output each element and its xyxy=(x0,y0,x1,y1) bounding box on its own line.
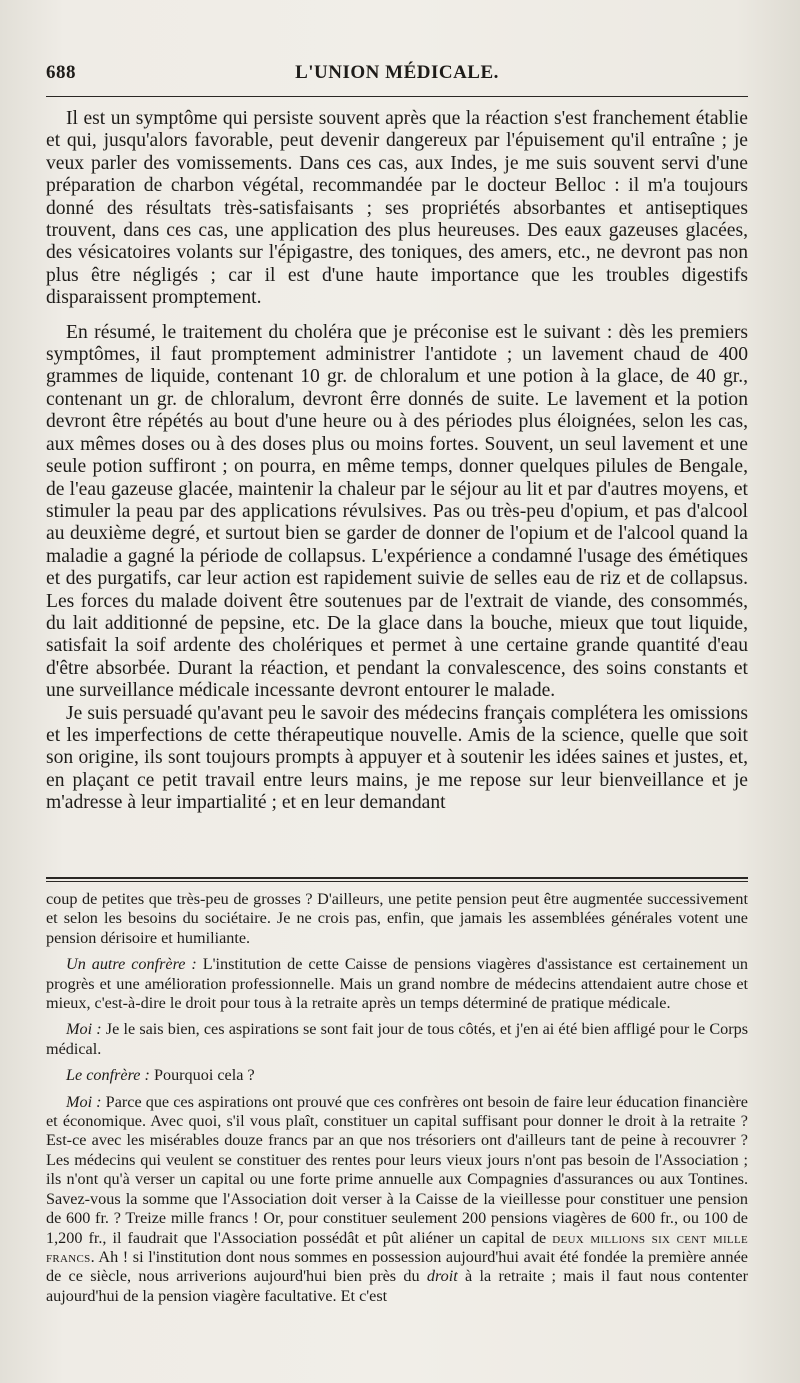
note-paragraph xyxy=(46,1093,748,1306)
footnote-rule xyxy=(46,877,748,879)
speaker-label: Moi : xyxy=(66,1020,102,1039)
main-paragraph-treatment-summary: En résumé, le traitement du choléra que je préconise est le suivant : dès les premiers symptômes, il faut promptement administrer l'antidote ; un lavement chaud de 400 grammes de liquide, contenant 10 gr. de chloralum et une potion à la glace, de 40 gr., contenant un gr. de chloralum, devront êrre donnés de suite. Le lavement et la potion devront être répétés au bout d'une heure ou à des périodes plus éloignées, selon les cas, aux mêmes doses ou à des doses plus ou moins fortes. Souvent, un seul lavement et une seule potion suffiront ; on pourra, en même temps, donner quelques pilules de Bengale, de l'eau gazeuse glacée, maintenir la chaleur par le séjour au lit et par d'autres moyens, et stimuler la peau par des applications révulsives. Pas ou très-peu d'opium, et pas d'alcool au deuxième degré, et surtout bien se garder de donner de l'opium et de l'alcool quand la maladie a gagné la période de collapsus. L'expérience a condamné l'usage des émétiques et des purgatifs, car leur action est rapidement suivie de selles eau de riz et de collapsus. Les forces du malade doivent être soutenues par de l'extrait de viande, des consommés, du lait additionné de pepsine, etc. De la glace dans la bouche, mieux que tout liquide, satisfait la soif ardente des cholériques et permet à une certaine grande quantité d'eau d'être absorbée. Durant la réaction, et pendant la convalescence, des soins constants et une surveillance médicale incessante devront entourer le malade. xyxy=(46,321,748,702)
note-text: à la retraite ; mais il faut nous contenter aujourd'hui de la pension viagère facultative. Et c'est xyxy=(46,1267,748,1305)
main-text xyxy=(46,108,748,815)
note-paragraph xyxy=(46,955,748,1013)
note-text: Pourquoi cela ? xyxy=(149,1066,255,1085)
note-text: . Ah ! si l'institution dont nous sommes en possession aujourd'hui avait été fondée la première année de ce siècle, nous arriverions aujourd'hui bien près du xyxy=(46,1247,748,1286)
speaker-label: Un autre confrère : xyxy=(66,955,197,974)
footnote-dialogue xyxy=(46,890,748,1313)
note-paragraph xyxy=(46,1066,748,1085)
main-paragraph-vomiting: Il est un symptôme qui persiste souvent après que la réaction s'est franchement établie et qui, jusqu'alors favorable, peut devenir dangereux par l'épuisement qu'il entraîne ; je veux parler des vomissements. Dans ces cas, aux Indes, je me suis souvent servi d'une préparation de charbon végétal, recommandée par le docteur Belloc : il m'a toujours donné des résultats très-satisfaisants ; ses propriétés absorbantes et antiseptiques trouvent, dans ces cas, une application des plus heureuses. Des eaux gazeuses glacées, des vésicatoires volants sur l'épigastre, des toniques, des amers, etc., ne devront pas non plus être négligés ; car il est d'une haute importance que les troubles digestifs disparaissent promptement. xyxy=(46,108,748,309)
note-text: L'institution de cette Caisse de pensions viagères d'assistance est certainement un progrès et une amélioration professionnelle. Mais un grand nombre de médecins attendaient autre chose et mieux, c'est-à-dire le droit pour tous à la retraite après un temps déterminé de pratique médicale. xyxy=(46,955,748,1013)
page-number: 688 xyxy=(46,62,76,83)
footnote-rule-thin xyxy=(46,881,748,882)
note-smallcaps-amount: deux millions six cent mille francs xyxy=(46,1228,748,1266)
note-text: Je le sais bien, ces aspirations se sont fait jour de tous côtés, et j'en ai été bien affligé pour le Corps médical. xyxy=(46,1020,748,1058)
note-text: Parce que ces aspirations ont prouvé que ces confrères ont besoin de faire leur éducation financière et économique. Avec quoi, s'il vous plaît, constituer un capital suffisant pour donner le droit à la retraite ? Est-ce avec les misérables douze francs par an que nos trésoriers ont d'ailleurs tant de peine à recouvrer ? Les médecins qui veulent se constituer des rentes pour leurs vieux jours n'ont pas besoin de l'Association ; ils n'ont qu'à verser un capital ou une forte prime annuelle aux Compagnies d'assurances ou aux Tontines. Savez-vous la somme que l'Association doit verser à la Caisse de la vieillesse pour constituer une pension de 600 fr. ? Treize mille francs ! Or, pour constituer seulement 200 pensions viagères de 600 fr., ou 100 de 1,200 fr., il faudrait que l'Association possédât et pût aliéner un capital de xyxy=(46,1092,748,1247)
main-paragraph-conclusion: Je suis persuadé qu'avant peu le savoir des médecins français complétera les omissions et les imperfections de cette thérapeutique nouvelle. Amis de la science, quelle que soit son origine, ils sont toujours prompts à appuyer et à soutenir les idées saines et justes, et, en plaçant ce petit travail entre leurs mains, je me repose sur leur bienveillance et je m'adresse à leur impartialité ; et en leur demandant xyxy=(46,702,748,814)
speaker-label: Le confrère : xyxy=(66,1066,150,1085)
header-rule xyxy=(46,96,748,97)
note-paragraph xyxy=(46,1020,748,1059)
speaker-label: Moi : xyxy=(66,1092,102,1111)
page-header xyxy=(46,62,748,90)
note-paragraph: coup de petites que très-peu de grosses ? D'ailleurs, une petite pension peut être augmentée successivement et selon les besoins du sociétaire. Je ne crois pas, enfin, que jamais les assemblées générales votent une pension dérisoire et humiliante. xyxy=(46,890,748,947)
note-italic-word: droit xyxy=(426,1267,458,1286)
running-title: L'UNION MÉDICALE. xyxy=(295,62,499,83)
